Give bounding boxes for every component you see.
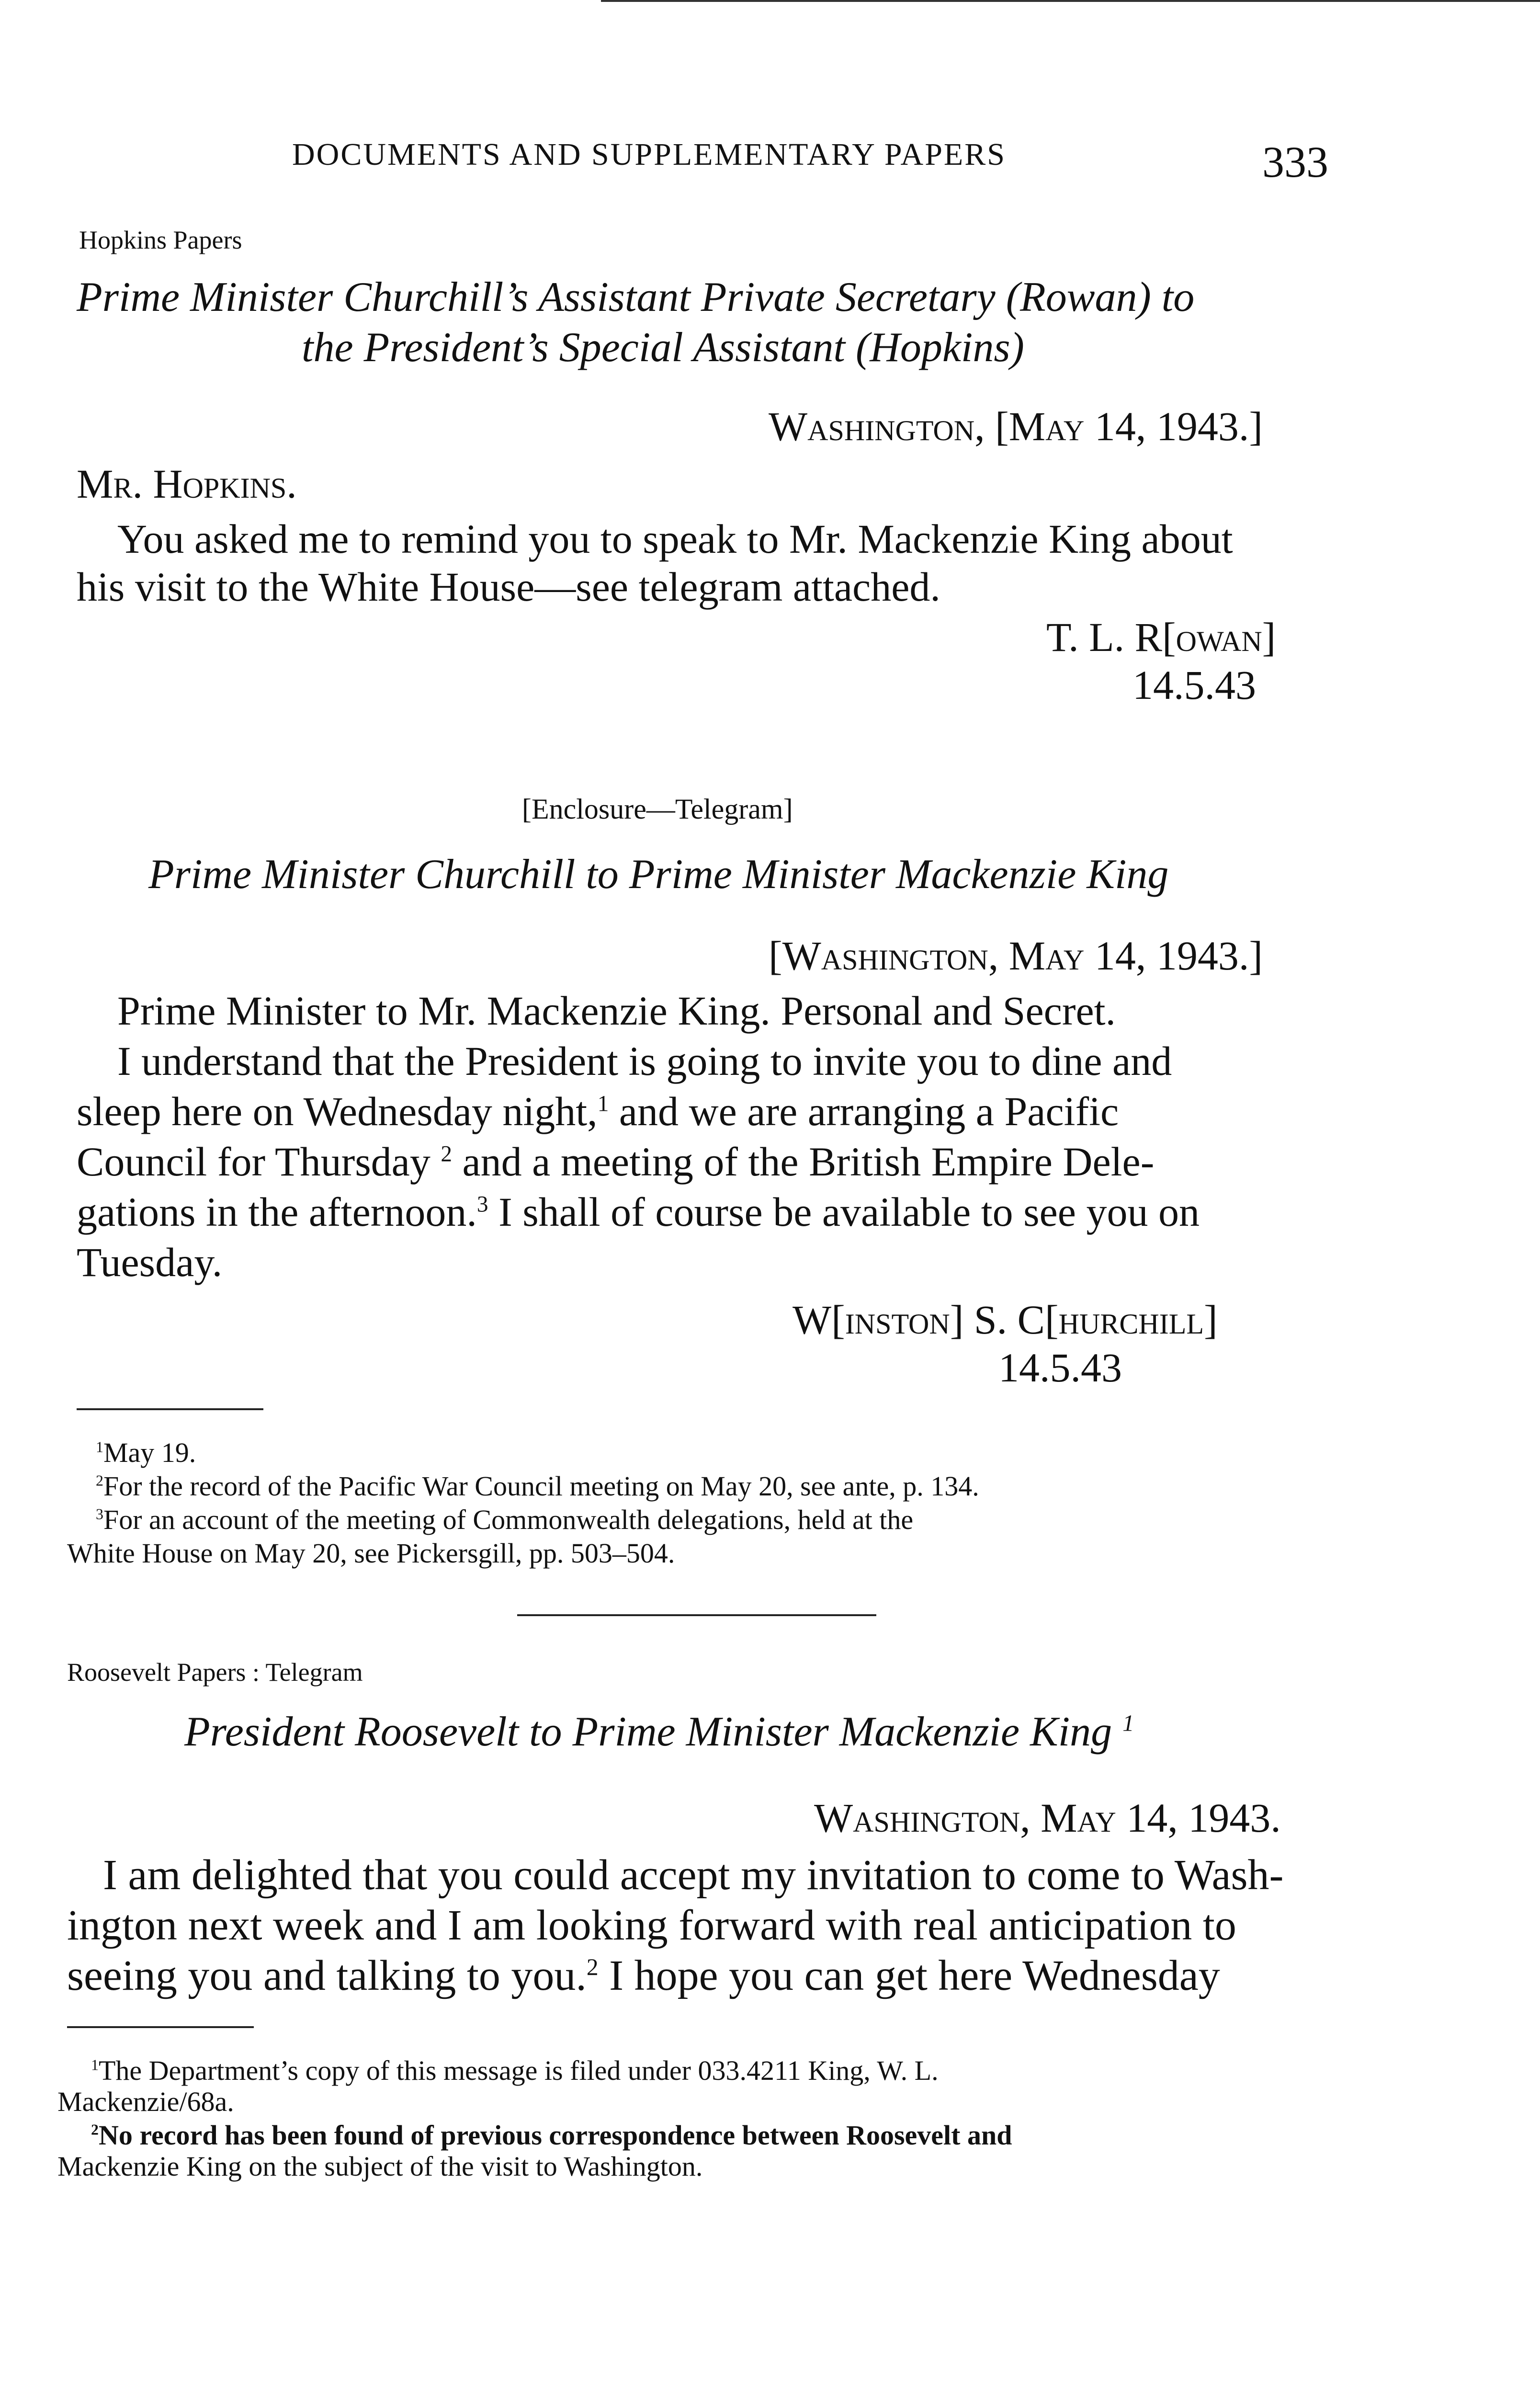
enclosure-line5: gations in the afternoon.$^3$ I shall of course be available to see you on — [77, 1189, 1200, 1235]
enclosure-line6: Tuesday. — [77, 1239, 223, 1285]
heading-footnote-ref: 1 — [1122, 1711, 1134, 1736]
doc2-heading: President Roosevelt to Prime Minister Mackenzie King $^1$ — [184, 1709, 1134, 1755]
enclosure-heading: Prime Minister Churchill to Prime Minister Mackenzie King — [148, 851, 1169, 898]
doc2-dateline: Washington, May 14, 1943. — [814, 1795, 1281, 1841]
footnote-3-continued: White House on May 20, see Pickersgill, pp. 503–504. — [67, 1538, 675, 1569]
doc1-dateline: Washington, [May 14, 1943.] — [769, 403, 1263, 449]
doc1-body-line2: his visit to the White House—see telegram attached. — [77, 564, 940, 610]
footnote-1: $^1$May 19. — [96, 1437, 196, 1468]
enclosure-line3: sleep here on Wednesday night,$^1$ and we are arranging a Pacific — [77, 1088, 1119, 1134]
doc2-line2: ington next week and I am looking forward with real anticipation to — [67, 1902, 1236, 1949]
enclosure-label: [Enclosure—Telegram] — [522, 793, 793, 825]
top-border-line — [601, 0, 1540, 2]
doc1-sign-date: 14.5.43 — [1132, 662, 1256, 708]
footnote-rule-2 — [67, 2026, 254, 2028]
enclosure-sign-date: 14.5.43 — [998, 1345, 1122, 1391]
footnote-ref-2b: 2 — [586, 1954, 599, 1980]
doc2-line1: I am delighted that you could accept my invitation to come to Wash- — [103, 1851, 1284, 1899]
footnote-2-2: $^2$No record has been found of previous correspondence between Roosevelt and — [91, 2120, 1012, 2151]
footnote-2: $^2$For the record of the Pacific War Council meeting on May 20, see ante, p. 134. — [96, 1471, 979, 1502]
footnote-rule — [77, 1408, 263, 1410]
running-title: DOCUMENTS AND SUPPLEMENTARY PAPERS — [292, 137, 1006, 172]
page-number: 333 — [1262, 137, 1328, 186]
doc1-body-line1: You asked me to remind you to speak to Mr. Mackenzie King about — [117, 516, 1233, 562]
doc1-signature: T. L. R[owan] — [1046, 614, 1276, 660]
footnote-ref-1: 1 — [597, 1091, 609, 1117]
footnote-3: $^3$For an account of the meeting of Commonwealth delegations, held at the — [96, 1504, 914, 1535]
section-divider — [517, 1614, 876, 1616]
doc2-source: Roosevelt Papers : Telegram — [67, 1658, 363, 1687]
enclosure-line1: Prime Minister to Mr. Mackenzie King. Personal and Secret. — [117, 988, 1116, 1034]
footnote-2-2-continued: Mackenzie King on the subject of the visit to Washington. — [57, 2151, 703, 2182]
doc1-heading-line1: Prime Minister Churchill’s Assistant Private Secretary (Rowan) to — [77, 274, 1195, 320]
doc2-line3: seeing you and talking to you.$^2$ I hope you can get here Wednesday — [67, 1952, 1220, 1999]
enclosure-signature: W[inston] S. C[hurchill] — [793, 1297, 1218, 1343]
doc1-salutation: Mr. Hopkins. — [77, 461, 297, 507]
doc1-source: Hopkins Papers — [79, 226, 242, 254]
footnote-2-1-continued: Mackenzie/68a. — [57, 2086, 234, 2117]
enclosure-dateline: [Washington, May 14, 1943.] — [769, 933, 1263, 979]
footnote-ref-3: 3 — [476, 1192, 488, 1217]
footnote-2-1: $^1$The Department’s copy of this message is filed under 033.4211 King, W. L. — [91, 2055, 939, 2086]
footnote-ref-2: 2 — [441, 1141, 453, 1167]
enclosure-line4: Council for Thursday $^2$ and a meeting of the British Empire Dele- — [77, 1139, 1155, 1185]
doc1-heading-line2: the President’s Special Assistant (Hopkins) — [302, 324, 1024, 371]
enclosure-line2: I understand that the President is going to invite you to dine and — [117, 1038, 1172, 1084]
